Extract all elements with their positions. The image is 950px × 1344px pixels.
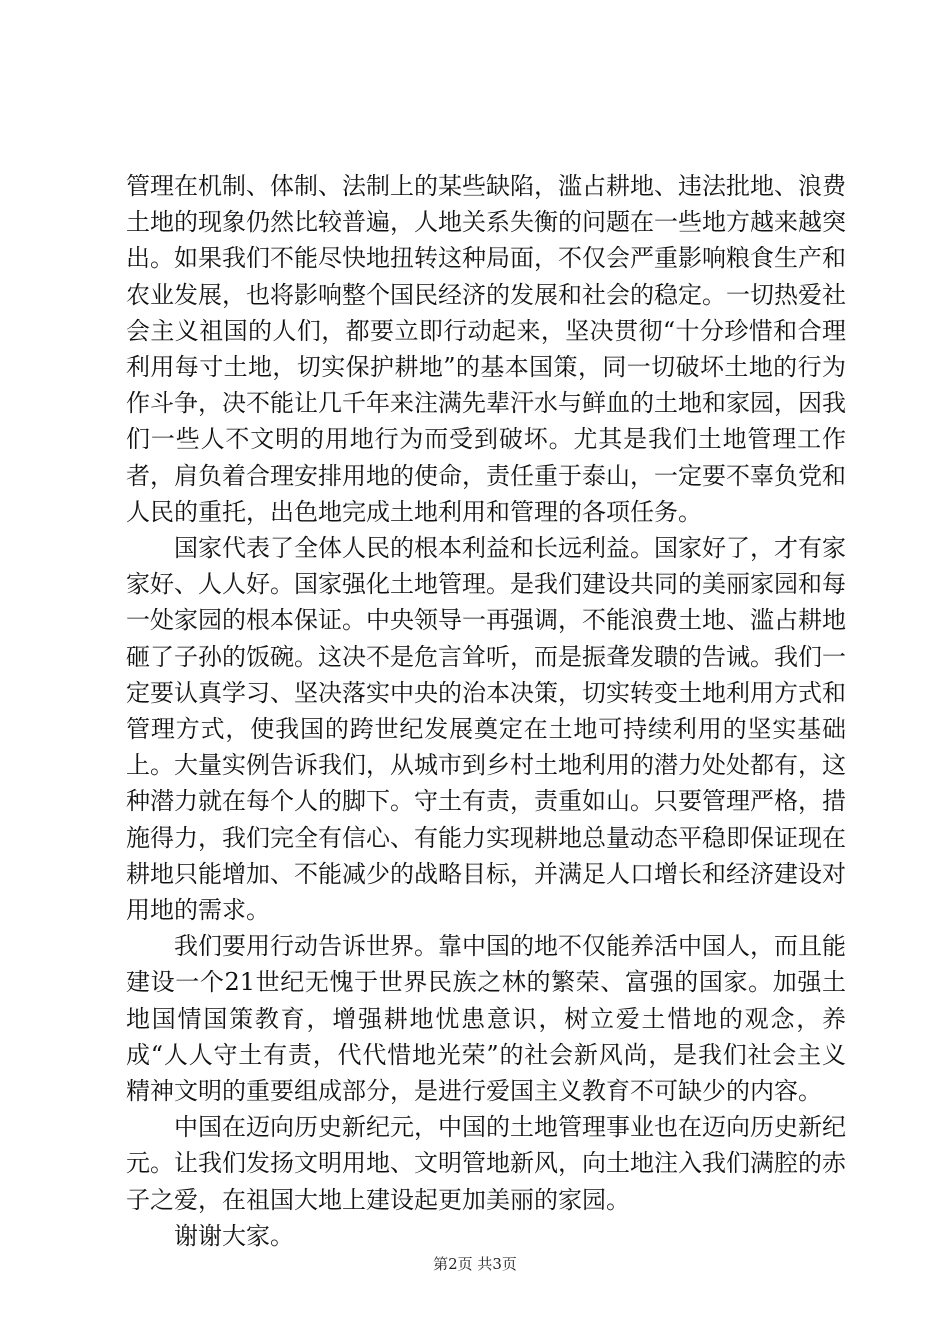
paragraph-national-interest: 国家代表了全体人民的根本利益和长远利益。国家好了，才有家家好、人人好。国家强化土地管理。是我们建设共同的美丽家园和每一处家园的根本保证。中央领导一再强调，不能浪费土地、滥占耕地砸了子孙的饭碗。这决不是危言耸听，而是振聋发聩的告诫。我们一定要认真学习、坚决落实中央的治本决策，切实转变土地利用方式和管理方式，使我国的跨世纪发展奠定在土地可持续利用的坚实基础上。大量实例告诉我们，从城市到乡村土地利用的潜力处处都有，这种潜力就在每个人的脚下。守土有责，责重如山。只要管理严格，措施得力，我们完全有信心、有能力实现耕地总量动态平稳即保证现在耕地只能增加、不能减少的战略目标，并满足人口增长和经济建设对用地的需求。	[126, 534, 846, 925]
paragraph-continued: 管理在机制、体制、法制上的某些缺陷，滥占耕地、违法批地、浪费土地的现象仍然比较普遍，人地关系失衡的问题在一些地方越来越突出。如果我们不能尽快地扭转这种局面，不仅会严重影响粮食生产和农业发展，也将影响整个国民经济的发展和社会的稳定。一切热爱社会主义祖国的人们，都要立即行动起来，坚决贯彻“十分珍惜和合理利用每寸土地，切实保护耕地”的基本国策，同一切破坏土地的行为作斗争，决不能让几千年来注满先辈汗水与鲜血的土地和家园，因我们一些人不文明的用地行为而受到破坏。尤其是我们土地管理工作者，肩负着合理安排用地的使命，责任重于泰山，一定要不辜负党和人民的重托，出色地完成土地利用和管理的各项任务。	[126, 172, 846, 526]
paragraph-tell-the-world: 我们要用行动告诉世界。靠中国的地不仅能养活中国人，而且能建设一个21世纪无愧于世界民族之林的繁荣、富强的国家。加强土地国情国策教育，增强耕地忧患意识，树立爱土惜地的观念，养成“人人守土有责，代代惜地光荣”的社会新风尚，是我们社会主义精神文明的重要组成部分，是进行爱国主义教育不可缺少的内容。	[126, 932, 846, 1106]
page-number-footer: 第2页 共3页	[433, 1255, 517, 1273]
document-body	[126, 168, 846, 1254]
paragraph-thanks: 谢谢大家。	[174, 1221, 294, 1250]
paragraph-new-era: 中国在迈向历史新纪元，中国的土地管理事业也在迈向历史新纪元。让我们发扬文明用地、文明管地新风，向土地注入我们满腔的赤子之爱，在祖国大地上建设起更加美丽的家园。	[126, 1113, 846, 1214]
